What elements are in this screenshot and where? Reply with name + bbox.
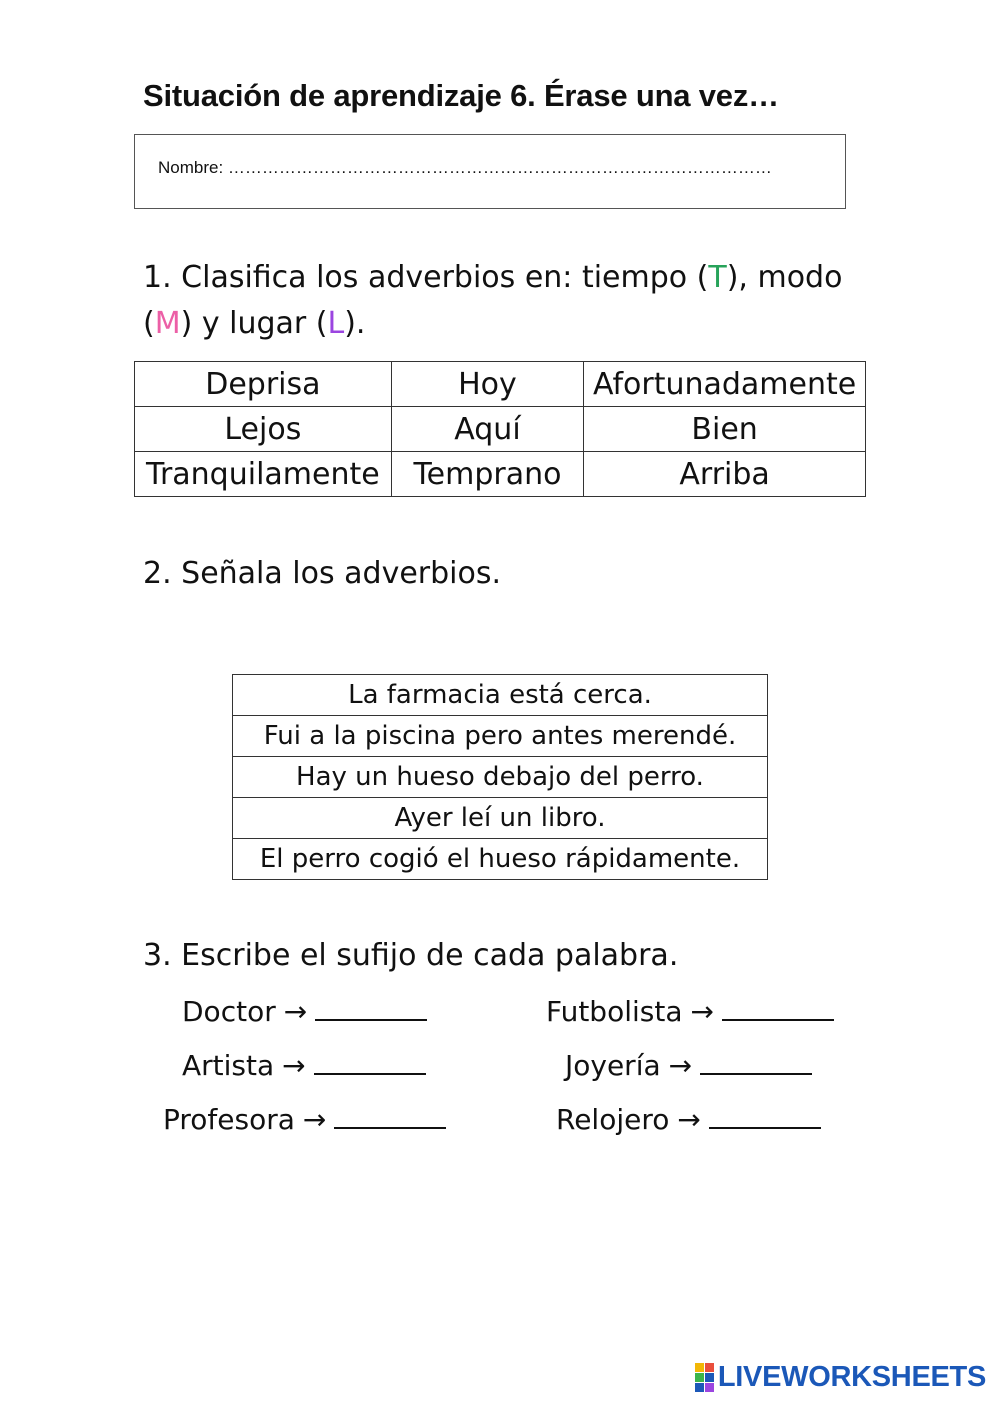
table-row (233, 716, 768, 757)
arrow-right-icon: → (690, 995, 714, 1028)
table-cell[interactable]: Bien (584, 407, 866, 452)
table-cell[interactable]: Hoy (391, 362, 583, 407)
arrow-right-icon: → (282, 1049, 306, 1082)
suffix-answer-blank[interactable] (709, 1105, 821, 1129)
brand-name: LIVEWORKSHEETS (717, 1361, 986, 1393)
adverbs-table (134, 361, 866, 497)
name-label: Nombre: (158, 158, 224, 177)
table-row (135, 362, 866, 407)
suffix-word: Futbolista (546, 995, 683, 1028)
suffix-answer-blank[interactable] (314, 1051, 426, 1075)
arrow-right-icon: → (668, 1049, 693, 1082)
table-row (233, 757, 768, 798)
exercise3-heading: 3. Escribe el sufijo de cada palabra. (143, 938, 679, 973)
table-row (233, 798, 768, 839)
table-row (233, 839, 768, 880)
table-cell[interactable]: Lejos (135, 407, 392, 452)
sentence-cell[interactable]: Fui a la piscina pero antes merendé. (233, 716, 768, 757)
exercise1-heading: 1. Clasifica los adverbios en: tiempo (T), modo (M) y lugar (L). (143, 260, 843, 341)
sentence-cell[interactable]: La farmacia está cerca. (233, 675, 768, 716)
suffix-word: Joyería (565, 1049, 661, 1082)
suffix-item (556, 1103, 821, 1136)
table-cell[interactable]: Afortunadamente (584, 362, 866, 407)
sentence-cell[interactable]: Ayer leí un libro. (233, 798, 768, 839)
suffix-item (182, 995, 427, 1028)
liveworksheets-logo[interactable] (695, 1361, 986, 1394)
table-row (233, 675, 768, 716)
table-row (135, 452, 866, 497)
suffix-item (565, 1049, 812, 1082)
suffix-word: Artista (182, 1049, 275, 1082)
suffix-word: Profesora (163, 1103, 295, 1136)
name-dots: …………………………………………………………………………………… (227, 158, 772, 177)
time-code: T (708, 260, 727, 295)
arrow-right-icon: → (677, 1103, 701, 1136)
table-cell[interactable]: Aquí (391, 407, 583, 452)
place-code: L (327, 306, 345, 341)
arrow-right-icon: → (302, 1103, 327, 1136)
suffix-answer-blank[interactable] (334, 1105, 446, 1129)
manner-code: M (154, 306, 181, 341)
exercise2-heading: 2. Señala los adverbios. (143, 556, 502, 591)
table-cell[interactable]: Arriba (584, 452, 866, 497)
name-field[interactable] (158, 158, 772, 178)
suffix-answer-blank[interactable] (315, 997, 427, 1021)
name-box (134, 134, 846, 209)
table-cell[interactable]: Temprano (391, 452, 583, 497)
suffix-item (182, 1049, 426, 1082)
suffix-item (163, 1103, 446, 1136)
sentence-cell[interactable]: El perro cogió el hueso rápidamente. (233, 839, 768, 880)
suffix-word: Doctor (182, 995, 276, 1028)
sentence-cell[interactable]: Hay un hueso debajo del perro. (233, 757, 768, 798)
liveworksheets-logo-icon (695, 1363, 714, 1392)
table-row (135, 407, 866, 452)
suffix-answer-blank[interactable] (722, 997, 834, 1021)
suffix-answer-blank[interactable] (700, 1051, 812, 1075)
arrow-right-icon: → (283, 995, 308, 1028)
table-cell[interactable]: Tranquilamente (135, 452, 392, 497)
suffix-item (546, 995, 834, 1028)
suffix-word: Relojero (556, 1103, 670, 1136)
sentences-table (232, 674, 768, 880)
table-cell[interactable]: Deprisa (135, 362, 392, 407)
page-title: Situación de aprendizaje 6. Érase una vez… (143, 78, 779, 113)
